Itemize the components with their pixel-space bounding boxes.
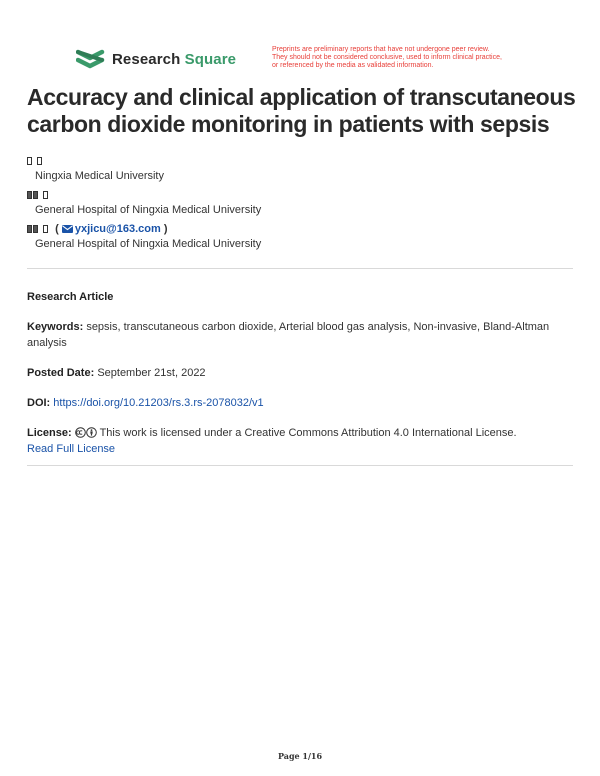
author-affiliation: General Hospital of Ningxia Medical University: [35, 204, 262, 216]
author-entry: [27, 188, 577, 218]
missing-glyph-icon: [33, 225, 38, 233]
license-text: This work is licensed under a Creative Commons Attribution 4.0 International License.: [99, 427, 517, 439]
missing-glyph-icon: [33, 191, 38, 199]
page-number: Page 1/16: [277, 751, 323, 761]
envelope-icon: [62, 225, 73, 233]
keywords-value: sepsis, transcutaneous carbon dioxide, Arterial blood gas analysis, Non-invasive, Bland-Altman analysis: [27, 321, 550, 349]
logo-text-accent: Square: [184, 50, 237, 68]
missing-glyph-icon: [27, 157, 32, 165]
license-label: License:: [27, 427, 72, 439]
creative-commons-icon: [75, 427, 86, 438]
posted-date-value: September 21st, 2022: [97, 367, 206, 379]
missing-glyph-icon: [43, 191, 48, 199]
read-full-license-link[interactable]: Read Full License: [27, 443, 116, 455]
author-name-glyphs: [27, 154, 577, 168]
doi-row: [27, 395, 577, 411]
author-affiliation: Ningxia Medical University: [35, 170, 164, 182]
author-entry: [27, 154, 577, 184]
preprint-disclaimer: [272, 46, 572, 70]
disclaimer-line: They should not be considered conclusive, used to inform clinical practice,: [272, 54, 502, 61]
author-email: yxjicu@163.com: [74, 223, 161, 235]
attribution-icon: [86, 427, 97, 438]
author-entry: [27, 222, 577, 252]
logo-text-primary: Research: [112, 50, 181, 68]
article-type-label: Research Article: [27, 291, 114, 303]
keywords-row: [27, 319, 577, 351]
posted-date-label: Posted Date:: [27, 367, 95, 379]
disclaimer-line: Preprints are preliminary reports that have not undergone peer review.: [272, 46, 490, 53]
author-affiliation: General Hospital of Ningxia Medical University: [35, 238, 262, 250]
missing-glyph-icon: [37, 157, 42, 165]
posted-date-row: [27, 365, 577, 381]
doi-link[interactable]: https://doi.org/10.21203/rs.3.rs-2078032/v1: [53, 397, 264, 409]
author-email-link[interactable]: [62, 223, 161, 235]
license-row: [27, 425, 577, 457]
research-square-logo[interactable]: [76, 48, 236, 70]
missing-glyph-icon: [43, 225, 48, 233]
missing-glyph-icon: [27, 225, 32, 233]
missing-glyph-icon: [27, 191, 32, 199]
article-type: [27, 289, 577, 305]
disclaimer-line: or referenced by the media as validated information.: [272, 62, 434, 69]
section-divider: [27, 465, 573, 466]
logo-wordmark: [112, 51, 236, 68]
author-name-glyphs: ( yxjicu@163.com ): [27, 222, 577, 236]
section-divider: [27, 268, 573, 269]
research-square-logo-icon: [76, 48, 106, 70]
author-list: [27, 154, 577, 256]
keywords-label: Keywords:: [27, 321, 84, 333]
author-name-glyphs: [27, 188, 577, 202]
doi-label: DOI:: [27, 397, 51, 409]
paper-title: Accuracy and clinical application of transcutaneous carbon dioxide monitoring in patients with sepsis: [27, 84, 576, 137]
